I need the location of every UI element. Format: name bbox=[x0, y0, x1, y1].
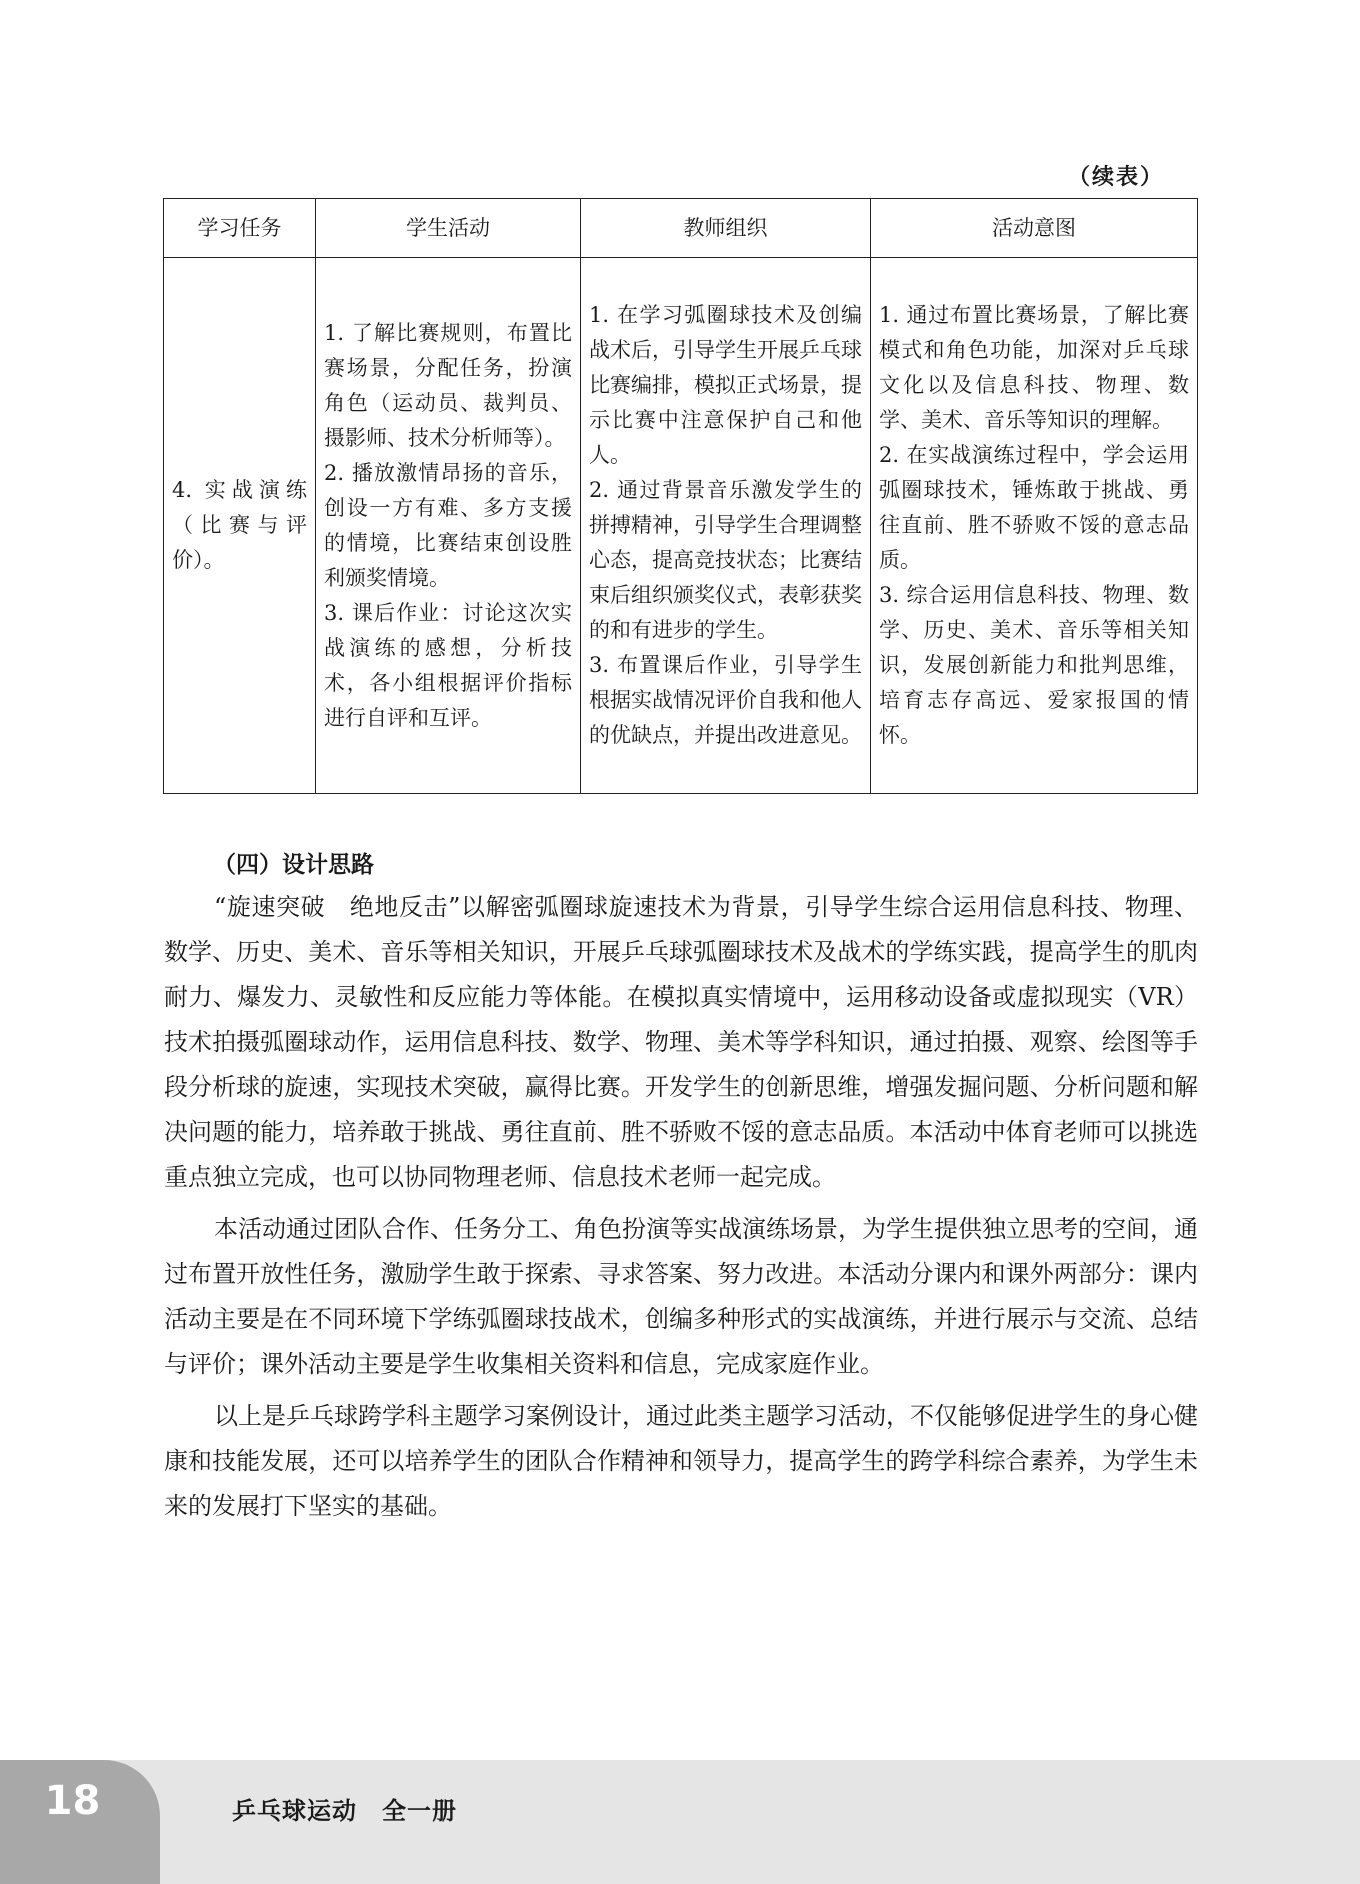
lesson-plan-table bbox=[163, 198, 1198, 794]
cell-teacher-organization bbox=[581, 258, 871, 794]
cell-learning-task bbox=[164, 258, 316, 794]
header-learning-task: 学习任务 bbox=[164, 199, 316, 258]
teacher-organization-item: 1. 在学习弧圈球技术及创编战术后，引导学生开展乒乓球比赛编排，模拟正式场景，提示比赛中注意保护自己和他人。 bbox=[589, 303, 862, 467]
teacher-organization-item: 3. 布置课后作业，引导学生根据实战情况评价自我和他人的优缺点，并提出改进意见。 bbox=[589, 653, 862, 747]
teacher-organization-item: 2. 通过背景音乐激发学生的拼搏精神，引导学生合理调整心态，提高竞技状态；比赛结束后组织颁奖仪式，表彰获奖的和有进步的学生。 bbox=[589, 478, 862, 642]
book-title: 乒乓球运动 全一册 bbox=[232, 1797, 457, 1825]
body-paragraph: 以上是乒乓球跨学科主题学习案例设计，通过此类主题学习活动，不仅能够促进学生的身心健康和技能发展，还可以培养学生的团队合作精神和领导力，提高学生的跨学科综合素养，为学生未来的发展打下坚实的基础。 bbox=[164, 1402, 1198, 1520]
activity-intent-item: 1. 通过布置比赛场景，了解比赛模式和角色功能，加深对乒乓球文化以及信息科技、物理、数学、美术、音乐等知识的理解。 bbox=[879, 303, 1189, 432]
student-activity-item: 3. 课后作业：讨论这次实战演练的感想，分析技术，各小组根据评价指标进行自评和互评。 bbox=[324, 600, 572, 730]
table-row bbox=[164, 258, 1198, 794]
page-footer bbox=[0, 1760, 1360, 1884]
cell-activity-intent bbox=[871, 258, 1198, 794]
body-paragraph: 本活动通过团队合作、任务分工、角色扮演等实战演练场景，为学生提供独立思考的空间，通过布置开放性任务，激励学生敢于探索、寻求答案、努力改进。本活动分课内和课外两部分：课内活动主要是在不同环境下学练弧圈球技战术，创编多种形式的实战演练，并进行展示与交流、总结与评价；课外活动主要是学生收集相关资料和信息，完成家庭作业。 bbox=[164, 1215, 1198, 1378]
table-header-row bbox=[164, 199, 1198, 258]
header-teacher-organization: 教师组织 bbox=[581, 199, 871, 258]
header-activity-intent: 活动意图 bbox=[871, 199, 1198, 258]
student-activity-item: 2. 播放激情昂扬的音乐，创设一方有难、多方支援的情境，比赛结束创设胜利颁奖情境。 bbox=[324, 460, 572, 590]
task-text: 4. 实战演练（比赛与评价）。 bbox=[172, 478, 307, 572]
header-student-activities: 学生活动 bbox=[316, 199, 581, 258]
continued-table-label: （续表） bbox=[1068, 165, 1165, 190]
activity-intent-item: 2. 在实战演练过程中，学会运用弧圈球技术，锤炼敢于挑战、勇往直前、胜不骄败不馁的意志品质。 bbox=[879, 443, 1189, 572]
page-number: 18 bbox=[44, 1778, 101, 1824]
design-ideas-body bbox=[164, 885, 1198, 1536]
activity-intent-item: 3. 综合运用信息科技、物理、数学、历史、美术、音乐等相关知识，发展创新能力和批判思维，培育志存高远、爱家报国的情怀。 bbox=[879, 583, 1189, 747]
body-paragraph: “旋速突破 绝地反击”以解密弧圈球旋速技术为背景，引导学生综合运用信息科技、物理、数学、历史、美术、音乐等相关知识，开展乒乓球弧圈球技术及战术的学练实践，提高学生的肌肉耐力、爆发力、灵敏性和反应能力等体能。在模拟真实情境中，运用移动设备或虚拟现实（VR）技术拍摄弧圈球动作，运用信息科技、数学、物理、美术等学科知识，通过拍摄、观察、绘图等手段分析球的旋速，实现技术突破，赢得比赛。开发学生的创新思维，增强发掘问题、分析问题和解决问题的能力，培养敢于挑战、勇往直前、胜不骄败不馁的意志品质。本活动中体育老师可以挑选重点独立完成，也可以协同物理老师、信息技术老师一起完成。 bbox=[164, 893, 1198, 1191]
section-heading: （四）设计思路 bbox=[213, 852, 374, 878]
cell-student-activities bbox=[316, 258, 581, 794]
student-activity-item: 1. 了解比赛规则，布置比赛场景，分配任务，扮演角色（运动员、裁判员、摄影师、技术分析师等）。 bbox=[324, 320, 572, 450]
